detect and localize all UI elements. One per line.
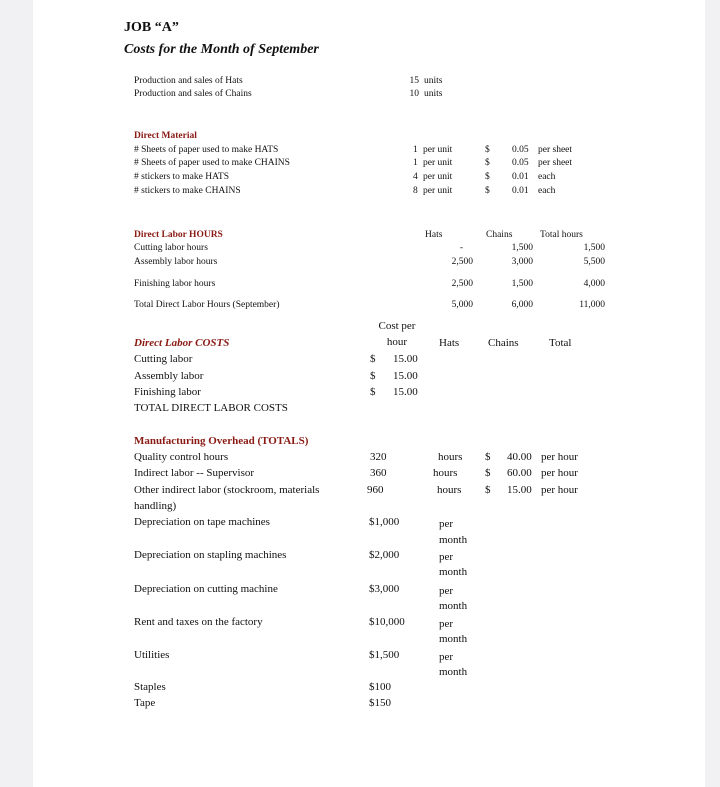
overhead-row-rate: 60.00 [507,467,532,479]
overhead-other-hours: 960 [367,484,384,496]
material-row-per: per unit [423,158,453,168]
labor-hours-total: 4,000 [583,279,605,289]
labor-cost-currency: $ [370,353,376,365]
material-row-label: # stickers to make CHAINS [134,186,241,196]
overhead-monthly-label: Depreciation on tape machines [134,516,270,528]
overhead-other-rate: 15.00 [507,484,532,496]
overhead-monthly-per: per [439,618,454,630]
supply-label: Tape [134,697,156,709]
labor-hours-col-hats: Hats [425,230,443,240]
labor-costs-heading: Direct Labor COSTS [134,337,230,349]
overhead-row-currency: $ [485,467,491,479]
labor-cost-row-label: Assembly labor [134,370,204,382]
overhead-monthly-per: per [439,651,454,663]
labor-cost-col-rate-line1: Cost per [378,320,416,332]
material-row-price: 0.05 [512,145,529,155]
labor-hours-hats: 2,500 [451,257,473,267]
labor-hours-col-total: Total hours [540,230,583,240]
labor-hours-row-label: Assembly labor hours [134,257,218,267]
labor-cost-col-total: Total [549,337,572,349]
labor-hours-total: 11,000 [579,300,605,310]
overhead-row-per: per hour [541,467,578,479]
supply-amount: $100 [369,681,391,693]
overhead-monthly-label: Depreciation on cutting machine [134,583,278,595]
material-row-per: per unit [423,172,453,182]
labor-hours-hats: 5,000 [451,300,473,310]
overhead-monthly-month: month [439,600,468,612]
labor-cost-row-label: Finishing labor [134,386,201,398]
material-row-unit: each [538,172,556,182]
overhead-row-label: Quality control hours [134,451,229,463]
labor-cost-col-chains: Chains [488,337,519,349]
overhead-monthly-per: per [439,518,454,530]
material-row-currency: $ [485,186,490,196]
material-row-label: # Sheets of paper used to make HATS [134,145,279,155]
overhead-monthly-per: per [439,585,454,597]
labor-hours-chains: 3,000 [511,257,533,267]
document-page [33,0,705,787]
overhead-row-unit: hours [438,451,463,463]
overhead-row-unit: hours [433,467,458,479]
supply-amount: $150 [369,697,391,709]
labor-cost-rate: 15.00 [393,386,418,398]
production-hats-label: Production and sales of Hats [134,76,243,86]
material-row-qty: 1 [413,145,418,155]
material-row-price: 0.01 [512,172,529,182]
overhead-row-label: Indirect labor -- Supervisor [134,467,255,479]
overhead-monthly-amount: $1,500 [369,649,400,661]
direct-material-heading: Direct Material [134,131,197,141]
material-row-unit: per sheet [538,145,573,155]
overhead-monthly-amount: $3,000 [369,583,400,595]
overhead-row-per: per hour [541,451,578,463]
labor-cost-rate: 15.00 [393,353,418,365]
labor-hours-col-chains: Chains [486,230,513,240]
production-hats-qty: 15 [409,76,419,86]
labor-hours-hats: 2,500 [451,279,473,289]
material-row-label: # Sheets of paper used to make CHAINS [134,158,290,168]
overhead-other-label: Other indirect labor (stockroom, materials [134,484,320,496]
production-hats-unit: units [424,76,443,86]
material-row-qty: 4 [413,172,418,182]
overhead-monthly-month: month [439,666,468,678]
overhead-other-currency: $ [485,484,491,496]
labor-hours-hats: - [459,243,463,253]
labor-hours-chains: 6,000 [511,300,533,310]
labor-cost-rate: 15.00 [393,370,418,382]
overhead-monthly-label: Utilities [134,649,170,661]
material-row-per: per unit [423,145,453,155]
overhead-row-hours: 360 [370,467,387,479]
material-row-currency: $ [485,145,490,155]
production-chains-unit: units [424,89,443,99]
production-chains-qty: 10 [409,89,419,99]
labor-cost-col-rate-line2: hour [386,336,408,348]
labor-hours-row-label: Finishing labor hours [134,279,216,289]
material-row-price: 0.05 [512,158,529,168]
page-subtitle: Costs for the Month of September [124,42,319,57]
labor-hours-total: 5,500 [583,257,605,267]
supply-label: Staples [134,681,166,693]
overhead-monthly-label: Rent and taxes on the factory [134,616,263,628]
labor-hours-row-label: Cutting labor hours [134,243,208,253]
overhead-monthly-amount: $1,000 [369,516,400,528]
overhead-row-currency: $ [485,451,491,463]
total-direct-labor-costs-label: TOTAL DIRECT LABOR COSTS [134,402,288,414]
labor-cost-currency: $ [370,370,376,382]
overhead-monthly-per: per [439,551,454,563]
material-row-price: 0.01 [512,186,529,196]
overhead-monthly-amount: $10,000 [369,616,405,628]
labor-cost-col-hats: Hats [439,337,460,349]
overhead-monthly-label: Depreciation on stapling machines [134,549,287,561]
overhead-row-hours: 320 [370,451,387,463]
job-title: JOB “A” [124,20,179,35]
overhead-monthly-amount: $2,000 [369,549,400,561]
material-row-per: per unit [423,186,453,196]
labor-hours-heading: Direct Labor HOURS [134,230,223,240]
labor-hours-total-label: Total Direct Labor Hours (September) [134,300,280,310]
overhead-other-per: per hour [541,484,578,496]
overhead-other-label-cont: handling) [134,500,177,512]
labor-hours-chains: 1,500 [511,279,533,289]
material-row-currency: $ [485,158,490,168]
overhead-monthly-month: month [439,566,468,578]
production-chains-label: Production and sales of Chains [134,89,252,99]
material-row-currency: $ [485,172,490,182]
material-row-qty: 8 [413,186,418,196]
overhead-heading: Manufacturing Overhead (TOTALS) [134,435,309,447]
labor-hours-chains: 1,500 [511,243,533,253]
material-row-label: # stickers to make HATS [134,172,229,182]
overhead-other-unit: hours [437,484,462,496]
labor-cost-currency: $ [370,386,376,398]
material-row-unit: per sheet [538,158,573,168]
labor-hours-total: 1,500 [583,243,605,253]
labor-cost-row-label: Cutting labor [134,353,193,365]
overhead-row-rate: 40.00 [507,451,532,463]
overhead-monthly-month: month [439,633,468,645]
material-row-qty: 1 [413,158,418,168]
overhead-monthly-month: month [439,534,468,546]
material-row-unit: each [538,186,556,196]
